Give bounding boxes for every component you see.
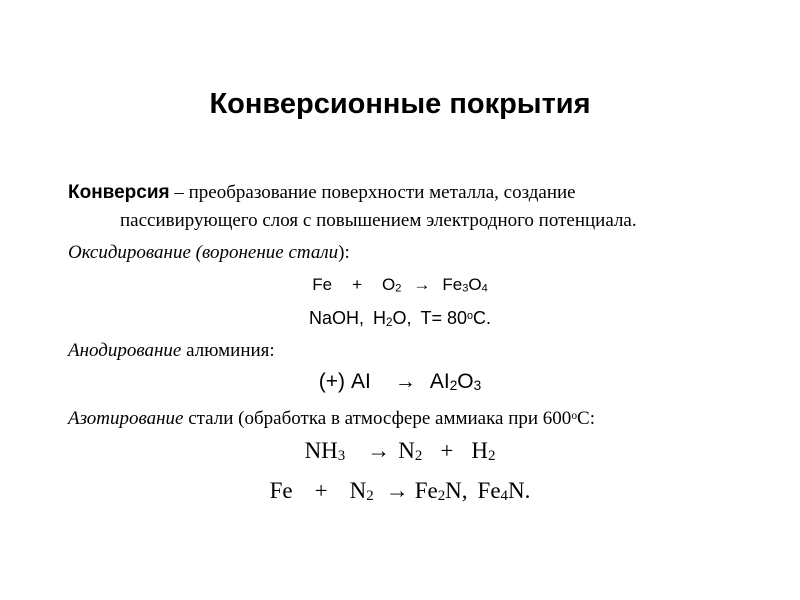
eq-subscript: 2: [414, 448, 423, 465]
eq-subscript: 2: [395, 282, 402, 295]
oxidation-conditions: [0, 308, 800, 329]
condition-reagent: NaOH,: [308, 308, 364, 328]
condition-term: H: [372, 308, 386, 328]
degree-mark: o: [467, 310, 474, 323]
eq-term: Fe: [414, 478, 438, 503]
eq-subscript: 2: [366, 488, 374, 505]
condition-term: O,: [392, 308, 412, 328]
condition-unit: C.: [473, 308, 492, 328]
nitriding-heading-end: C:: [577, 408, 595, 429]
eq-term: N: [349, 478, 367, 503]
oxidation-equation: [0, 275, 800, 295]
definition-term: Конверсия: [68, 182, 170, 203]
eq-term: NH: [304, 438, 338, 463]
eq-term: N: [398, 438, 415, 463]
eq-plus: +: [314, 478, 328, 503]
eq-term: O: [382, 275, 396, 294]
eq-term: AI: [429, 370, 450, 393]
eq-subscript: 2: [437, 488, 446, 505]
arrow-icon: →: [367, 438, 391, 463]
nitriding-equation-2: [0, 478, 800, 505]
eq-subscript: 4: [500, 488, 508, 505]
eq-term: H: [471, 438, 488, 463]
definition-line-1: [68, 182, 576, 204]
eq-term: Fe: [312, 275, 333, 294]
nitriding-heading-tail: стали (обработка в атмосфере аммиака при 600: [183, 408, 572, 429]
eq-term: Fe: [442, 275, 463, 294]
eq-subscript: 4: [481, 282, 488, 295]
oxidation-heading-tail: ):: [338, 242, 350, 263]
definition-text-1: – преобразование поверхности металла, создание: [169, 182, 576, 203]
arrow-icon: →: [413, 275, 431, 294]
condition-temperature: T= 80: [420, 308, 468, 328]
nitriding-heading: [68, 408, 595, 430]
eq-plus: +: [352, 275, 362, 294]
eq-subscript: 2: [385, 315, 393, 329]
slide-title: Конверсионные покрытия: [209, 88, 591, 120]
eq-subscript: 2: [487, 448, 496, 465]
eq-term: Fe: [269, 478, 293, 503]
eq-subscript: 3: [473, 378, 482, 394]
oxidation-heading: [68, 242, 350, 264]
eq-term: N.: [508, 478, 531, 503]
eq-plus: +: [440, 438, 454, 463]
eq-term: O: [468, 275, 482, 294]
anodizing-heading: [68, 340, 275, 362]
eq-term: N,: [445, 478, 468, 503]
anode-sign: (+): [318, 370, 346, 393]
eq-term: AI: [351, 370, 371, 393]
eq-term: Fe: [477, 478, 501, 503]
eq-subscript: 2: [449, 378, 458, 394]
nitriding-heading-italic: Азотирование: [68, 408, 184, 429]
anodizing-heading-tail: алюминия:: [181, 340, 275, 361]
anodizing-equation: [0, 370, 800, 394]
eq-subscript: 3: [337, 448, 346, 465]
oxidation-heading-italic: Оксидирование (воронение стали: [68, 242, 339, 263]
arrow-icon: →: [385, 478, 409, 503]
arrow-icon: →: [394, 370, 416, 393]
nitriding-equation-1: [0, 438, 800, 465]
degree-mark: o: [571, 409, 578, 422]
eq-term: O: [457, 370, 474, 393]
eq-subscript: 3: [462, 282, 469, 295]
definition-line-2: пассивирующего слоя с повышением электродного потенциала.: [120, 210, 637, 231]
anodizing-heading-italic: Анодирование: [68, 340, 182, 361]
